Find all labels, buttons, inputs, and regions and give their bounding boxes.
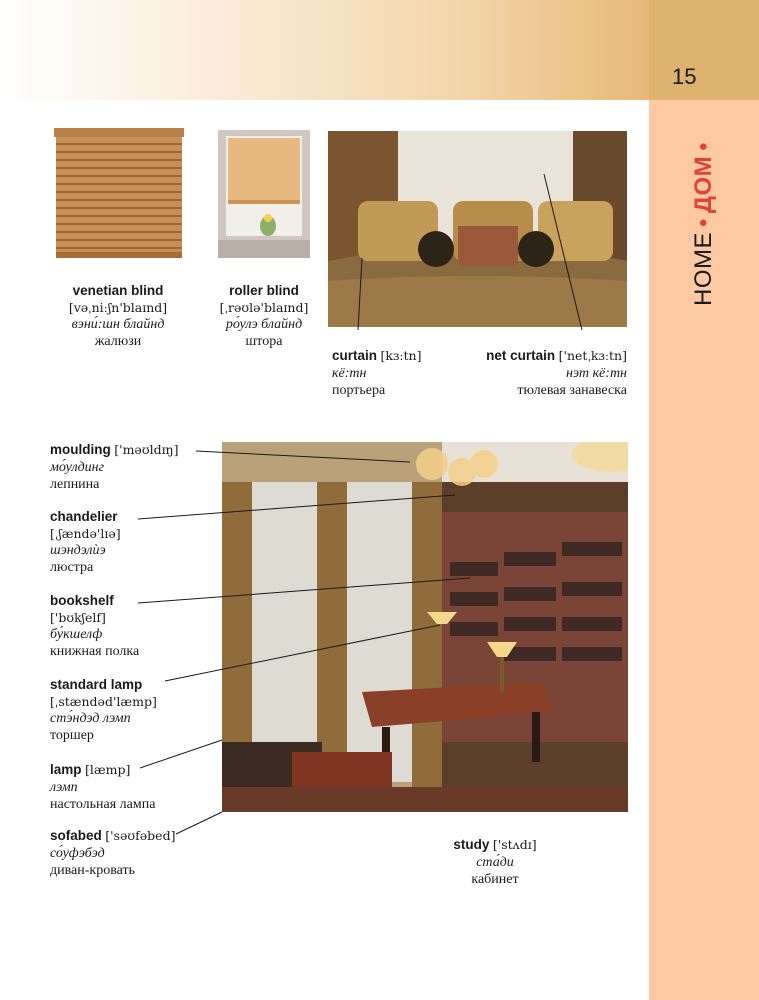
term: moulding [50, 442, 111, 457]
transliteration: ста́ди [476, 855, 514, 870]
section-label-ru: ДОМ [690, 155, 717, 214]
translation: настольная лампа [50, 797, 156, 812]
transliteration: ро́улэ блайнд [225, 317, 303, 332]
transliteration: мо́улдинг [50, 460, 105, 475]
term: curtain [332, 348, 378, 363]
separator-dot-end: • [690, 141, 717, 151]
standard-lamp-entry [50, 676, 220, 744]
translation: портьера [332, 383, 386, 398]
term: bookshelf [50, 593, 114, 608]
ipa: [ˌʃændə'lɪə] [50, 526, 121, 541]
section-label-en: HOME [690, 232, 717, 306]
transliteration: стэ́ндэд лэмп [50, 711, 131, 726]
venetian-blind-entry [52, 282, 184, 350]
page-number: 15 [672, 64, 697, 89]
bookshelf-entry [50, 592, 220, 660]
term: net curtain [486, 348, 556, 363]
transliteration: лэмп [50, 780, 78, 795]
term: sofabed [50, 828, 102, 843]
ipa: ['səʊfəbed] [105, 828, 176, 843]
translation: кабинет [471, 872, 519, 887]
separator-dot: • [690, 218, 717, 227]
ipa: ['stʌdɪ] [492, 837, 537, 852]
translation: книжная полка [50, 644, 140, 659]
ipa: ['netˌkɜːtn] [558, 348, 627, 363]
translation: торшер [50, 728, 94, 743]
transliteration: кё:тн [332, 366, 367, 381]
term: study [453, 837, 490, 852]
roller-blind-entry [204, 282, 324, 350]
net-curtain-entry [460, 347, 627, 399]
translation: жалюзи [94, 334, 142, 349]
study-entry [430, 836, 560, 888]
ipa: [ˌstændəd'læmp] [50, 694, 157, 709]
translation: тюлевая занавеска [517, 383, 627, 398]
lamp-entry [50, 761, 220, 813]
translation: диван-кровать [50, 863, 135, 878]
net-curtain-leader [544, 174, 582, 330]
curtain-entry [332, 347, 462, 399]
transliteration: бу́кшелф [50, 627, 103, 642]
curtain-leader [358, 258, 362, 330]
ipa: [vəˌniːʃn'blaɪnd] [68, 300, 168, 315]
ipa: ['məʊldɪŋ] [114, 442, 179, 457]
translation: лепнина [50, 477, 100, 492]
term: venetian blind [72, 283, 164, 298]
transliteration: шэндэлѝэ [50, 543, 106, 558]
term: roller blind [229, 283, 299, 298]
transliteration: со́уфэбэд [50, 846, 105, 861]
transliteration: вэни́:шн блайнд [71, 317, 165, 332]
ipa: ['bʊkʃelf] [50, 610, 106, 625]
moulding-leader [196, 451, 410, 462]
sofabed-entry [50, 827, 220, 879]
transliteration: нэт кё:тн [565, 366, 627, 381]
term: chandelier [50, 509, 118, 524]
moulding-entry [50, 441, 220, 493]
ipa: [læmp] [85, 762, 131, 777]
term: lamp [50, 762, 82, 777]
translation: люстра [50, 560, 94, 575]
chandelier-entry [50, 508, 220, 576]
ipa: [kɜːtn] [380, 348, 422, 363]
term: standard lamp [50, 677, 143, 692]
translation: штора [245, 334, 283, 349]
ipa: [ˌrəʊlə'blaɪnd] [219, 300, 309, 315]
